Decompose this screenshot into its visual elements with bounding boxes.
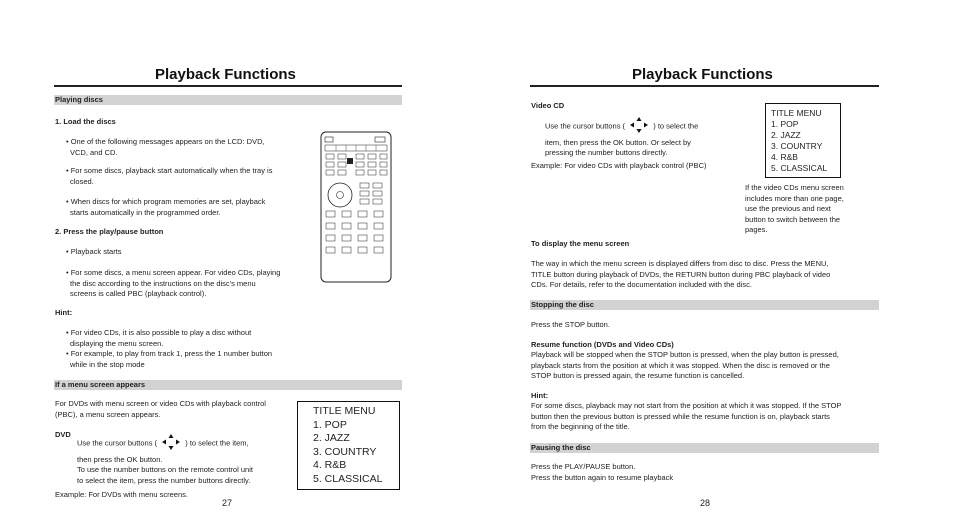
section-bar-menu-screen: If a menu screen appears bbox=[54, 380, 402, 390]
step1-bullet-2: • For some discs, playback start automatically when the tray is closed. bbox=[66, 166, 273, 186]
hint-heading: Hint: bbox=[55, 308, 73, 317]
section-bar-stopping: Stopping the disc bbox=[530, 300, 879, 310]
menu-intro: For DVDs with menu screen or video CDs with playback control (PBC), a menu screen appears. bbox=[55, 399, 266, 419]
menu-item: 2. JAZZ bbox=[771, 130, 801, 140]
display-menu-heading: To display the menu screen bbox=[531, 239, 630, 248]
title-rule bbox=[530, 85, 879, 87]
hint-text: For some discs, playback may not start from the position at which it was stopped. If the STOP button then the previous button is pressed while the resume function is on, playback starts from the beginning of the title. bbox=[531, 401, 842, 431]
menu-item: 1. POP bbox=[771, 119, 799, 129]
vcd-instructions: Use the cursor buttons ( ) to select the item, then press the OK button. Or select by pressing the number buttons directly. bbox=[545, 116, 698, 159]
hint-heading: Hint: bbox=[531, 391, 549, 400]
example-caption: Example: For DVDs with menu screens. bbox=[55, 490, 188, 499]
menu-title: TITLE MENU bbox=[313, 405, 376, 417]
cursor-pad-icon bbox=[159, 433, 183, 455]
section-bar-pausing: Pausing the disc bbox=[530, 443, 879, 453]
pause-text: Press the PLAY/PAUSE button. Press the button again to resume playback bbox=[531, 462, 674, 482]
menu-item: 3. COUNTRY bbox=[313, 445, 377, 458]
step1-bullet-3: • When discs for which program memories are set, playback starts automatically in the programmed order. bbox=[66, 197, 266, 217]
remote-control-illustration bbox=[320, 131, 392, 288]
menu-item: 5. CLASSICAL bbox=[313, 472, 383, 485]
vcd-example: Example: For video CDs with playback control (PBC) bbox=[531, 161, 707, 170]
step1-heading: 1. Load the discs bbox=[55, 117, 116, 126]
dvd-label: DVD bbox=[55, 430, 71, 439]
title-rule bbox=[54, 85, 402, 87]
menu-item: 4. R&B bbox=[771, 152, 798, 162]
resume-text: Playback will be stopped when the STOP button is pressed, when the play button is pressed, playback starts from the position at which it was stopped. When the disc is removed or the STOP button is pressed again, the resume function is cancelled. bbox=[531, 350, 839, 380]
step2-heading: 2. Press the play/pause button bbox=[55, 227, 164, 236]
page-title: Playback Functions bbox=[632, 66, 773, 83]
page-number: 27 bbox=[222, 498, 233, 508]
video-cd-heading: Video CD bbox=[531, 101, 565, 110]
step1-bullet-1: • One of the following messages appears on the LCD: DVD, VCD, and CD. bbox=[66, 137, 265, 157]
step2-bullet-1: • Playback starts bbox=[66, 247, 122, 256]
menu-item: 3. COUNTRY bbox=[771, 141, 823, 151]
menu-note: If the video CDs menu screen includes more than one page, use the previous and next button to switch between the pages. bbox=[745, 183, 844, 234]
cursor-pad-icon bbox=[627, 116, 651, 138]
section-bar-playing-discs: Playing discs bbox=[54, 95, 402, 105]
menu-title: TITLE MENU bbox=[771, 108, 822, 118]
page-number: 28 bbox=[700, 498, 711, 508]
hint-bullet-2: • For example, to play from track 1, press the 1 number button while in the stop mode bbox=[66, 349, 273, 369]
menu-item: 4. R&B bbox=[313, 459, 347, 471]
title-menu-box bbox=[765, 103, 841, 178]
hint-bullet-1: • For video CDs, it is also possible to play a disc without displaying the menu screen. bbox=[66, 328, 252, 348]
display-menu-text: The way in which the menu screen is displayed differs from disc to disc. Press the MENU, TITLE button during playback of DVDs, the RETURN button during PBC playback of video CDs. For details, refer to the documentation included with the disc. bbox=[531, 259, 831, 289]
menu-item: 1. POP bbox=[313, 418, 347, 431]
stop-text: Press the STOP button. bbox=[531, 320, 610, 329]
menu-item: 2. JAZZ bbox=[313, 432, 350, 444]
dvd-instructions: Use the cursor buttons ( ) to select the item, then press the OK button. To use the number buttons on the remote control unit to select the item, press the number buttons directly. bbox=[77, 433, 253, 486]
step2-bullet-2: • For some discs, a menu screen appear. For video CDs, playing the disc according to the instructions on the disc's menu screens is called PBC (playback control). bbox=[66, 268, 281, 298]
page-title: Playback Functions bbox=[155, 66, 296, 83]
menu-item: 5. CLASSICAL bbox=[771, 163, 828, 173]
resume-heading: Resume function (DVDs and Video CDs) bbox=[531, 340, 674, 349]
title-menu-box bbox=[297, 401, 400, 490]
